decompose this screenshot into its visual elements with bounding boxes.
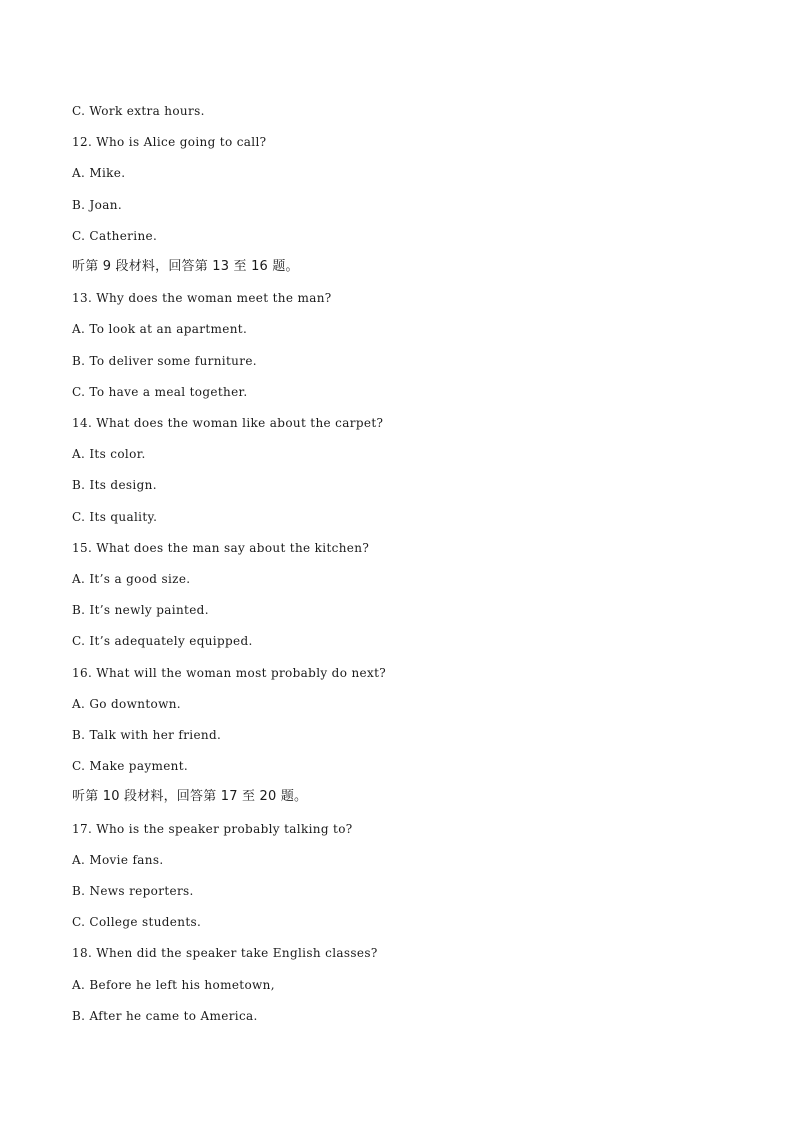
section-instruction: 听第 9 段材料，回答第 13 至 16 题。: [72, 259, 299, 274]
option-line: A. Movie fans.: [72, 852, 164, 867]
option-line: C. To have a meal together.: [72, 384, 248, 399]
option-line: C. Make payment.: [72, 759, 189, 774]
option-line: C. Its quality.: [72, 509, 158, 524]
option-line: C. It’s adequately equipped.: [72, 634, 253, 649]
option-line: B. Talk with her friend.: [72, 728, 222, 742]
question-line: 13. Why does the woman meet the man?: [72, 291, 332, 306]
section-instruction: 听第 10 段材料，回答第 17 至 20 题。: [72, 789, 308, 805]
option-line: B. Joan.: [72, 197, 122, 212]
option-line: B. It’s newly painted.: [72, 603, 209, 618]
option-line: A. Go downtown.: [72, 696, 181, 711]
option-line: A. To look at an apartment.: [72, 322, 248, 337]
option-line: C. College students.: [72, 915, 202, 930]
option-line: B. Its design.: [72, 478, 157, 493]
question-line: 12. Who is Alice going to call?: [72, 135, 267, 150]
option-line: A. It’s a good size.: [72, 572, 191, 586]
question-line: 14. What does the woman like about the carpet?: [72, 416, 384, 430]
question-line: 18. When did the speaker take English classes?: [72, 946, 378, 961]
option-line: C. Catherine.: [72, 228, 158, 243]
option-line: A. Mike.: [72, 166, 126, 181]
option-line: C. Work extra hours.: [72, 104, 205, 118]
option-line: A. Its color.: [72, 447, 146, 462]
option-line: A. Before he left his hometown,: [72, 977, 275, 992]
option-line: B. News reporters.: [72, 884, 194, 898]
question-line: 17. Who is the speaker probably talking to?: [72, 821, 353, 836]
question-line: 15. What does the man say about the kitchen?: [72, 540, 370, 555]
option-line: B. To deliver some furniture.: [72, 353, 257, 368]
question-line: 16. What will the woman most probably do next?: [72, 665, 387, 680]
option-line: B. After he came to America.: [72, 1008, 258, 1023]
